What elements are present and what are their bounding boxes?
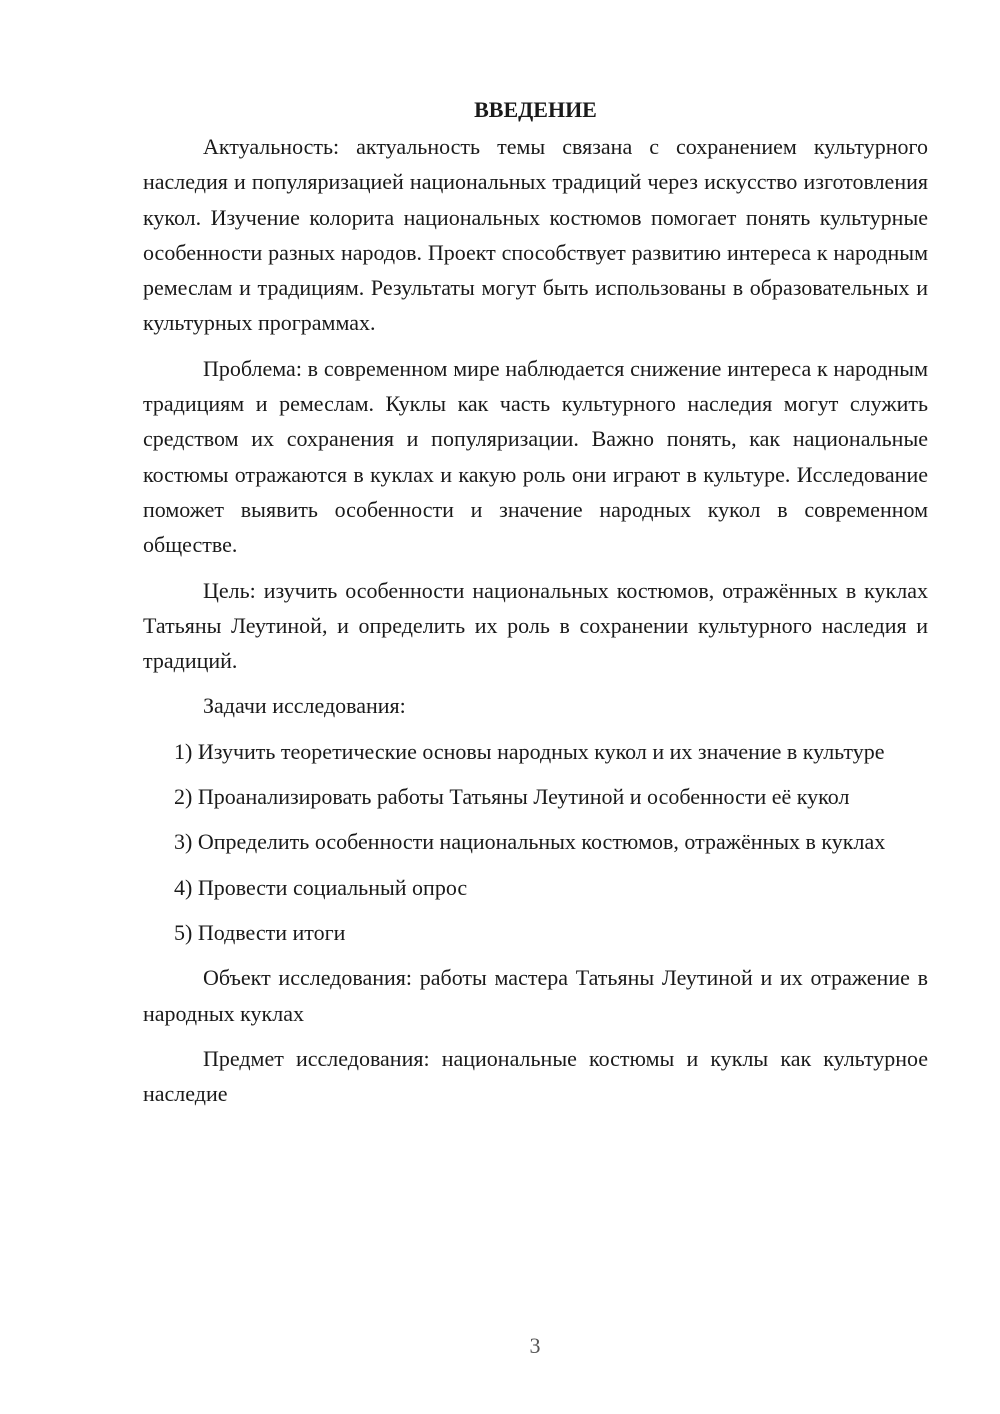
task-item-3: 3) Определить особенности национальных костюмов, отражённых в куклах: [174, 829, 886, 855]
section-title: ВВЕДЕНИЕ: [474, 97, 597, 122]
task-item-5: 5) Подвести итоги: [174, 919, 346, 945]
task-item-4: 4) Провести социальный опрос: [174, 874, 468, 900]
document-page: [143, 92, 928, 1121]
task-item-2: 2) Проанализировать работы Татьяны Леутиной и особенности её кукол: [174, 784, 850, 810]
tasks-heading: Задачи исследования:: [203, 693, 406, 719]
problem-paragraph: Проблема: в современном мире наблюдается снижение интереса к народным традициям и ремеслам. Куклы как часть культурного наследия могут служить средством их сохранения и популяризации. Важно понять, как национальные костюмы отражаются в куклах и какую роль они играют в культуре. Исследование поможет выявить особенности и значение народных кукол в современном обществе.: [143, 355, 928, 558]
object-paragraph: Объект исследования: работы мастера Татьяны Леутиной и их отражение в народных куклах: [143, 965, 928, 1026]
relevance-paragraph: Актуальность: актуальность темы связана с сохранением культурного наследия и популяризацией национальных традиций через искусство изготовления кукол. Изучение колорита национальных костюмов помогает понять культурные особенности разных народов. Проект способствует развитию интереса к народным ремеслам и традициям. Результаты могут быть использованы в образовательных и культурных программах.: [143, 134, 928, 336]
goal-paragraph: Цель: изучить особенности национальных костюмов, отражённых в куклах Татьяны Леутиной, и определить их роль в сохранении культурного наследия и традиций.: [143, 577, 928, 674]
page-number: 3: [529, 1333, 541, 1358]
subject-paragraph: Предмет исследования: национальные костюмы и куклы как культурное наследие: [143, 1045, 928, 1107]
task-item-1: 1) Изучить теоретические основы народных кукол и их значение в культуре: [174, 738, 885, 764]
